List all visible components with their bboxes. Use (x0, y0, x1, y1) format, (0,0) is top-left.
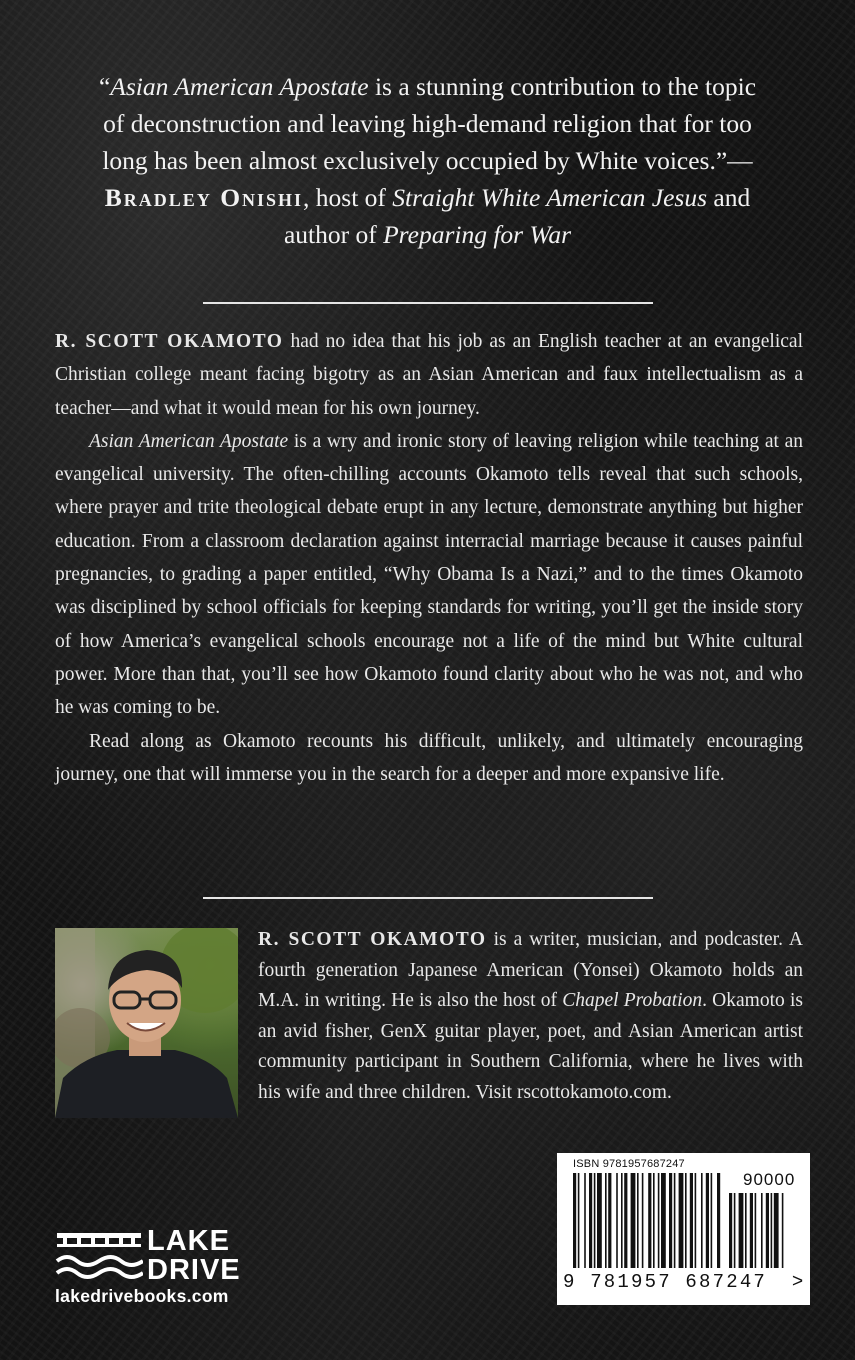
description-p2-text: is a wry and ironic story of leaving religion while teaching at an evangelical university. The often-chilling accounts Okamoto tells reveal that such schools, where prayer and trite theological debate erupt in any lecture, demonstrate anything but higher education. From a classroom declaration against interracial marriage because it causes painful pregnancies, to grading a paper entitled, “Why Obama Is a Nazi,” and to the times Okamoto was disciplined by school officials for keeping standards for writing, you’ll get the inside story of how America’s evangelical schools encourage not a life of the mind but White cultural power. More than that, you’ll see how Okamoto found clarity about who he was not, and who he was coming to be. (55, 430, 803, 719)
bridge-waves-icon (55, 1227, 143, 1285)
barcode-bar (642, 1173, 644, 1268)
barcode-bar (605, 1173, 607, 1268)
quote-open-mark: “ (98, 72, 111, 101)
publisher-wordmark (147, 1227, 241, 1285)
logo-line-2: DRIVE (147, 1254, 241, 1286)
barcode-bar (674, 1173, 676, 1268)
barcode-bar (690, 1173, 693, 1268)
barcode-bar (685, 1173, 687, 1268)
barcode-bar (624, 1173, 627, 1268)
isbn-barcode (557, 1153, 810, 1305)
bio-paragraph (258, 925, 803, 1108)
addon-bar (774, 1193, 779, 1268)
endorsement-quote (90, 68, 765, 253)
addon-bar (734, 1193, 736, 1268)
bio-text-1: is a writer, musician, and podcaster. A fourth generation Japanese American (Yonsei) Okamoto holds an M.A. in writing. He is also the host of (258, 929, 803, 1011)
bio-text-2: . Okamoto is an avid fisher, GenX guitar player, poet, and Asian American artist community participant in Southern California, where he lives with his wife and three children. Visit rscottokamoto.com. (258, 990, 803, 1103)
book-description (55, 325, 803, 791)
author-portrait-icon (55, 928, 238, 1118)
barcode-bar (653, 1173, 655, 1268)
description-p1-text: had no idea that his job as an English teacher at an evangelical Christian college meant facing bigotry as an Asian American and faux intellectualism as a teacher—and what it would mean for his own journey. (55, 331, 803, 419)
addon-bar (745, 1193, 747, 1268)
barcode-digits: 9 781957 687247 (563, 1271, 768, 1293)
barcode-bar (648, 1173, 651, 1268)
publisher-logo (55, 1225, 265, 1310)
barcode-bar (695, 1173, 697, 1268)
author-photo (55, 928, 238, 1118)
barcode-bar (589, 1173, 592, 1268)
addon-bar (771, 1193, 773, 1268)
bio-show-title: Chapel Probation (562, 990, 703, 1011)
addon-bar (766, 1193, 769, 1268)
author-name-caps: R. SCOTT OKAMOTO (55, 331, 284, 352)
addon-bar (755, 1193, 757, 1268)
barcode-bar (679, 1173, 684, 1268)
addon-bar (739, 1193, 744, 1268)
endorser-name: Bradley Onishi (104, 183, 304, 212)
author-bio (258, 925, 803, 1108)
barcode-bar (584, 1173, 586, 1268)
divider-top (203, 302, 653, 304)
barcode-arrow: > (792, 1271, 804, 1292)
endorser-book: Preparing for War (383, 220, 572, 249)
bio-author-name: R. SCOTT OKAMOTO (258, 929, 487, 950)
addon-bar (761, 1193, 763, 1268)
price-code: 90000 (743, 1170, 796, 1189)
barcode-bar (658, 1173, 660, 1268)
barcode-bar (621, 1173, 623, 1268)
barcode-bar (706, 1173, 709, 1268)
description-paragraph-2 (55, 425, 803, 725)
barcode-bar (616, 1173, 618, 1268)
barcode-bar (578, 1173, 580, 1268)
barcode-bar (608, 1173, 611, 1268)
book-title-inline: Asian American Apostate (89, 430, 289, 452)
addon-bar (750, 1193, 753, 1268)
barcode-bar (594, 1173, 596, 1268)
barcode-bar (597, 1173, 602, 1268)
description-paragraph-3: Read along as Okamoto recounts his difficult, unlikely, and ultimately encouraging journey, one that will immerse you in the search for a deeper and more expansive life. (55, 730, 803, 785)
divider-bottom (203, 897, 653, 899)
barcode-bar (701, 1173, 703, 1268)
barcode-bar (669, 1173, 672, 1268)
endorser-and: and author of (283, 183, 751, 249)
endorser-role: , host of (303, 183, 393, 212)
barcode-bar (711, 1173, 713, 1268)
addon-bar (782, 1193, 784, 1268)
quote-book-title: Asian American Apostate (110, 72, 369, 101)
description-paragraph-1 (55, 325, 803, 425)
quote-text: is a stunning contribution to the topic of deconstruction and leaving high-demand religion that for too long has been almost exclusively occupied by White voices.”— (102, 72, 757, 175)
isbn-label: ISBN 9781957687247 (573, 1158, 685, 1170)
barcode-bar (631, 1173, 636, 1268)
logo-line-1: LAKE (147, 1225, 230, 1257)
addon-bar (729, 1193, 732, 1268)
barcode-bar (573, 1173, 576, 1268)
endorser-podcast: Straight White American Jesus (392, 183, 707, 212)
barcode-bar (717, 1173, 720, 1268)
publisher-url: lakedrivebooks.com (55, 1286, 229, 1306)
barcode-bar (661, 1173, 666, 1268)
barcode-bar (637, 1173, 639, 1268)
